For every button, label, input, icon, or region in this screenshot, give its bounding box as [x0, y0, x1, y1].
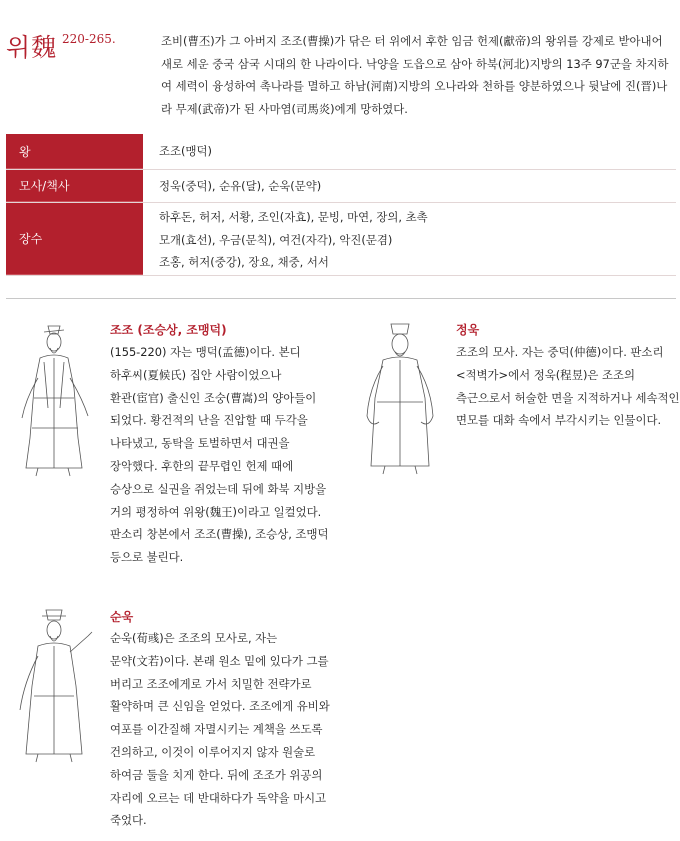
row-label: 장수: [6, 203, 143, 275]
info-table: [6, 134, 676, 276]
row-label: 왕: [6, 134, 143, 169]
kingdom-name: 위魏: [6, 33, 58, 62]
row-value: 정욱(중덕), 순유(달), 순욱(문약): [159, 178, 322, 193]
intro-paragraph: 조비(曹丕)가 그 아버지 조조(曹操)가 닦은 터 위에서 후한 임금 헌제(獻帝)의 왕위를 강제로 받아내어 새로 세운 중국 삼국 시대의 한 나라이다. 낙양을 도읍으로 삼아 하북(河北)지방의 13주 97군을 차지하여 세력이 융성하여 촉나라를 멸하고 하남(河南)지방의 오나라와 천하를 양분하였으나 뒷날에 진(晋)나라 무제(武帝)가 된 사마염(司馬炎)에게 망하였다.: [161, 34, 669, 116]
row-value: 조조(맹덕): [159, 144, 212, 159]
person-name-cao-cao: 조조 (조승상, 조맹덕): [110, 323, 227, 337]
row-value: 하후돈, 허저, 서황, 조인(자효), 문빙, 마연, 장의, 초촉 모개(효선), 우금(문칙), 여건(자각), 악진(문겸) 조홍, 허저(중강), 장요, 채중, 서서: [159, 210, 428, 269]
person-desc-xun-yu: 순욱(荀彧)은 조조의 모사로, 자는 문약(文若)이다. 본래 원소 밑에 있다가 그를 버리고 조조에게로 가서 치밀한 전략가로 활약하며 큰 신임을 얻었다. 조조에게 유비와 여포를 이간질해 자멸시키는 계책을 쓰도록 건의하고, 이것이 이루어지지 않자 원술로 하여금 둘을 치게 한다. 뒤에 조조가 위공의 자리에 오르는 데 반대하다가 독약을 마시고 죽었다.: [110, 631, 330, 828]
section-divider: [6, 298, 676, 299]
kingdom-years: 220-265.: [62, 32, 116, 46]
person-name-xun-yu: 순욱: [110, 610, 134, 624]
person-name-cheng-yu: 정욱: [456, 323, 480, 337]
person-desc-cheng-yu: 조조의 모사. 자는 중덕(仲德)이다. 판소리 <적벽가>에서 정욱(程昱)은 조조의 측근으로서 허술한 면을 지적하거나 세속적인 면모를 대화 속에서 부각시키는 인물이다.: [456, 345, 680, 428]
person-desc-cao-cao: (155-220) 자는 맹덕(孟德)이다. 본디 하후씨(夏候氏) 집안 사람이었으나 환관(宦官) 출신인 조숭(曹嵩)의 양아들이 되었다. 황건적의 난을 진압할 때 두각을 나타냈고, 동탁을 토벌하면서 대권을 장악했다. 후한의 끝무렵인 헌제 때에 승상으로 실권을 쥐었는데 뒤에 화북 지방을 거의 평정하여 위왕(魏王)이라고 일컬었다. 판소리 창본에서 조조(曹操), 조승상, 조맹덕 등으로 불린다.: [110, 345, 329, 565]
figure-cheng-yu-image: [355, 318, 445, 478]
figure-cao-cao-image: [8, 318, 100, 480]
table-row-advisors: [6, 170, 676, 203]
figure-xun-yu-image: [8, 606, 100, 766]
page-title: [6, 28, 116, 64]
table-row-king: [6, 134, 676, 170]
row-label: 모사/책사: [6, 170, 143, 202]
table-row-generals: [6, 203, 676, 276]
